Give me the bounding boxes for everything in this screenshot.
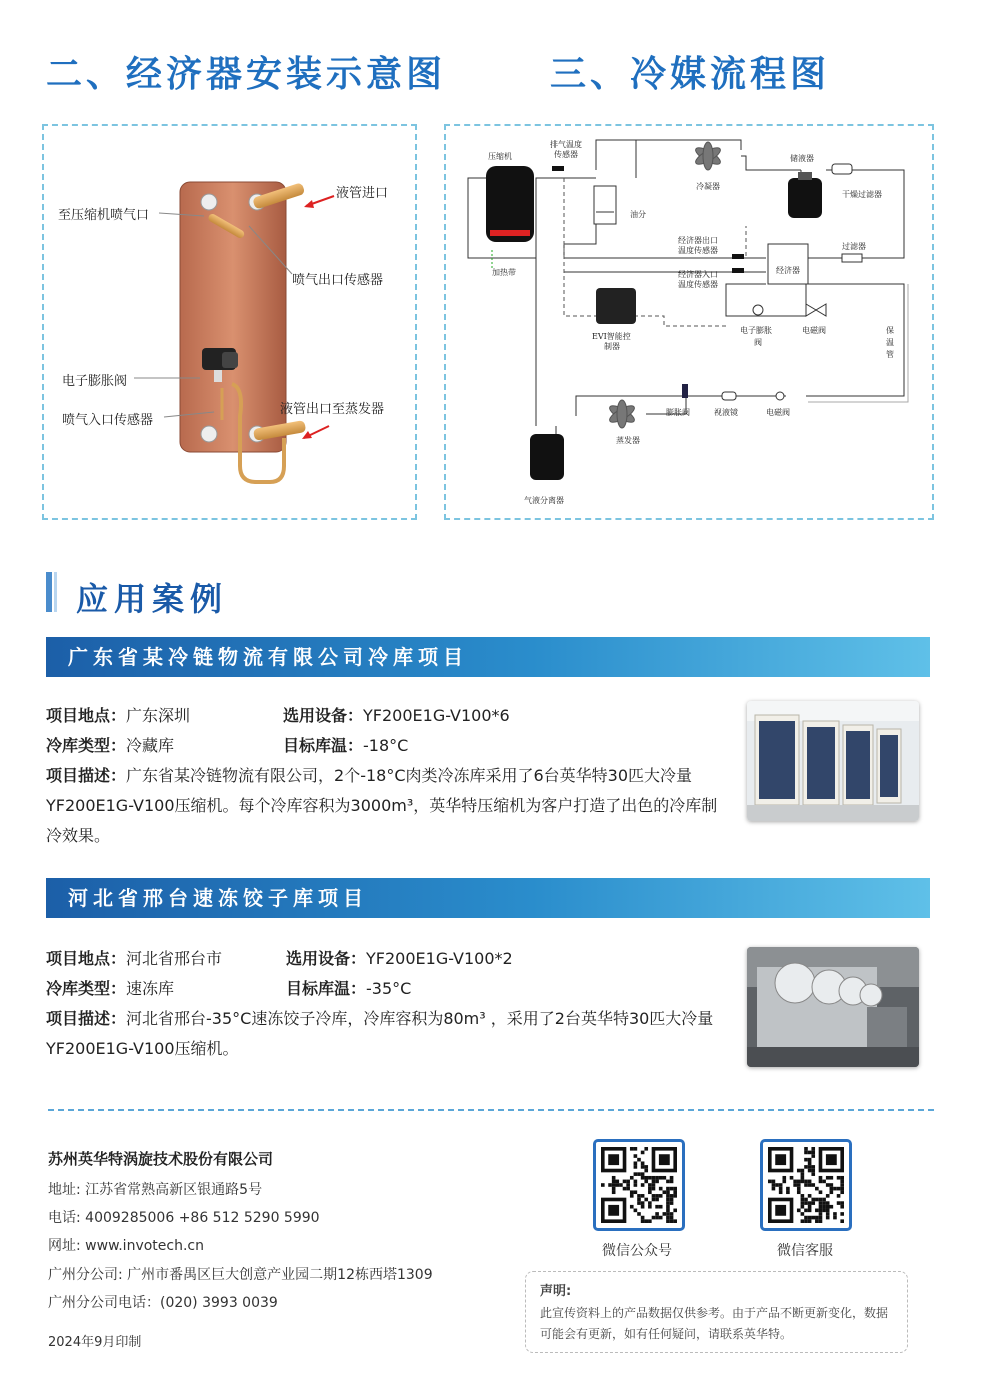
disclaimer-title: 声明: — [540, 1284, 572, 1299]
guangzhou-branch-address: 广州分公司: 广州市番禺区巨大创意产业园二期12栋西塔1309 — [48, 1267, 433, 1283]
label-liquid-inlet: 液管进口 — [336, 186, 389, 201]
print-date: 2024年9月印制 — [48, 1335, 142, 1350]
label-injection-outlet-sensor: 喷气出口传感器 — [292, 273, 384, 288]
case2-equipment-row — [286, 944, 513, 974]
company-phone: 电话: 4009285006 +86 512 5290 5990 — [48, 1210, 320, 1226]
qr-pattern — [601, 1147, 677, 1223]
disclaimer-text: 此宣传资料上的产品数据仅供参考。由于产品不断更新变化，数据可能会有更新，如有任何疑问，请联系英华特。 — [540, 1306, 889, 1341]
case2-temp-key: 目标库温： — [286, 979, 367, 998]
case2-photo — [747, 947, 919, 1067]
flow-label-evi-controller-1: EVI智能控 — [592, 332, 631, 341]
label-injection-inlet-sensor: 喷气入口传感器 — [62, 413, 154, 428]
case1-equipment: YF200E1G-V100*6 — [363, 706, 510, 725]
flow-label-insulation-2: 温 — [886, 338, 894, 347]
company-address: 地址: 江苏省常熟高新区银通路5号 — [48, 1182, 263, 1198]
case2-temp-row — [286, 974, 411, 1004]
qr-pattern — [768, 1147, 844, 1223]
case2-description — [46, 1004, 724, 1064]
case1-location: 广东深圳 — [126, 706, 191, 725]
case1-type-row — [46, 731, 174, 761]
disclaimer-box — [525, 1271, 908, 1353]
flow-label-insulation-1: 保 — [886, 326, 894, 335]
flow-label-gas-liquid-separator: 气液分离器 — [524, 496, 564, 505]
case2-desc-key: 项目描述： — [46, 1009, 127, 1028]
label-liquid-outlet-to-evaporator: 液管出口至蒸发器 — [280, 402, 385, 417]
flow-label-insulation-3: 管 — [886, 350, 894, 359]
case1-desc: 广东省某冷链物流有限公司，2个-18°C肉类冷冻库采用了6台英华特30匹大冷量YF200E1G-V100压缩机。每个冷库容积为3000m³，英华特压缩机为客户打造了出色的冷库制冷效果。 — [46, 766, 718, 845]
flow-label-evi-controller-2: 制器 — [604, 342, 620, 351]
flow-label-oil-separator: 油分 — [630, 210, 646, 219]
flow-label-eco-in-1: 经济器入口 — [678, 270, 718, 279]
case1-type: 冷藏库 — [126, 736, 175, 755]
qr-label-customer-service: 微信客服 — [777, 1243, 833, 1259]
heading-accent-bar-light — [54, 572, 57, 612]
heading-accent-bar — [46, 572, 52, 612]
flow-label-condenser: 冷凝器 — [696, 182, 720, 191]
flow-label-compressor: 压缩机 — [488, 152, 512, 161]
case1-equipment-row — [283, 701, 510, 731]
case2-type: 速冻库 — [126, 979, 175, 998]
case2-equipment: YF200E1G-V100*2 — [366, 949, 513, 968]
flow-label-eev-2: 阀 — [754, 338, 762, 347]
case2-temp: -35°C — [366, 979, 412, 998]
company-website: 网址: www.invotech.cn — [48, 1238, 204, 1254]
qr-label-official-account: 微信公众号 — [602, 1243, 672, 1259]
flow-label-eco-in-2: 温度传感器 — [678, 280, 718, 289]
company-name: 苏州英华特涡旋技术股份有限公司 — [48, 1150, 274, 1168]
case2-location-key: 项目地点： — [46, 949, 127, 968]
case2-location-row — [46, 944, 222, 974]
flow-label-discharge-sensor-2: 传感器 — [554, 150, 578, 159]
flow-label-dryer-filter: 干燥过滤器 — [842, 190, 882, 199]
case2-desc: 河北省邢台-35°C速冻饺子冷库，冷库容积为80m³ ，采用了2台英华特30匹大冷量YF200E1G-V100压缩机。 — [46, 1009, 714, 1058]
flow-label-economizer: 经济器 — [776, 266, 800, 275]
flow-label-heater-band: 加热带 — [492, 268, 516, 277]
applications-title: 应用案例 — [76, 580, 229, 618]
case2-equipment-key: 选用设备： — [286, 949, 367, 968]
flow-label-evaporator: 蒸发器 — [616, 436, 640, 445]
case2-banner: 河北省邢台速冻饺子库项目 — [46, 878, 930, 918]
flow-label-solenoid-1: 电磁阀 — [802, 326, 826, 335]
flow-label-eco-out-1: 经济器出口 — [678, 236, 718, 245]
case1-banner: 广东省某冷链物流有限公司冷库项目 — [46, 637, 930, 677]
case1-location-key: 项目地点： — [46, 706, 127, 725]
refrigerant-flow-panel — [444, 124, 934, 520]
case2-location: 河北省邢台市 — [126, 949, 223, 968]
section-title-economizer-install: 二、经济器安装示意图 — [46, 54, 447, 95]
case1-type-key: 冷库类型： — [46, 736, 127, 755]
case2-type-key: 冷库类型： — [46, 979, 127, 998]
case1-desc-key: 项目描述： — [46, 766, 127, 785]
section-title-refrigerant-flow: 三、冷媒流程图 — [550, 54, 831, 95]
flow-label-filter: 过滤器 — [842, 242, 866, 251]
case1-temp-row — [283, 731, 408, 761]
case1-temp-key: 目标库温： — [283, 736, 364, 755]
case1-location-row — [46, 701, 190, 731]
wechat-service-qr-code — [760, 1139, 852, 1231]
case1-equipment-key: 选用设备： — [283, 706, 364, 725]
wechat-official-qr-code — [593, 1139, 685, 1231]
flow-label-sight-glass: 视液镜 — [714, 408, 738, 417]
flow-label-expansion-valve: 膨胀阀 — [666, 408, 690, 417]
flow-label-eev-1: 电子膨胀 — [740, 326, 772, 335]
case1-photo — [747, 701, 919, 821]
flow-label-receiver: 储液器 — [790, 154, 814, 163]
refrigerant-flow-diagram — [446, 126, 932, 518]
footer-divider — [48, 1109, 934, 1111]
flow-label-discharge-sensor-1: 排气温度 — [550, 140, 582, 149]
case2-type-row — [46, 974, 174, 1004]
flow-label-solenoid-2: 电磁阀 — [766, 408, 790, 417]
label-to-compressor-injection: 至压缩机喷气口 — [58, 208, 150, 223]
case1-temp: -18°C — [363, 736, 409, 755]
economizer-install-panel — [42, 124, 417, 520]
guangzhou-branch-phone: 广州分公司电话：(020) 3993 0039 — [48, 1295, 278, 1311]
flow-label-eco-out-2: 温度传感器 — [678, 246, 718, 255]
case1-description — [46, 761, 724, 851]
label-electronic-expansion-valve: 电子膨胀阀 — [62, 374, 128, 389]
